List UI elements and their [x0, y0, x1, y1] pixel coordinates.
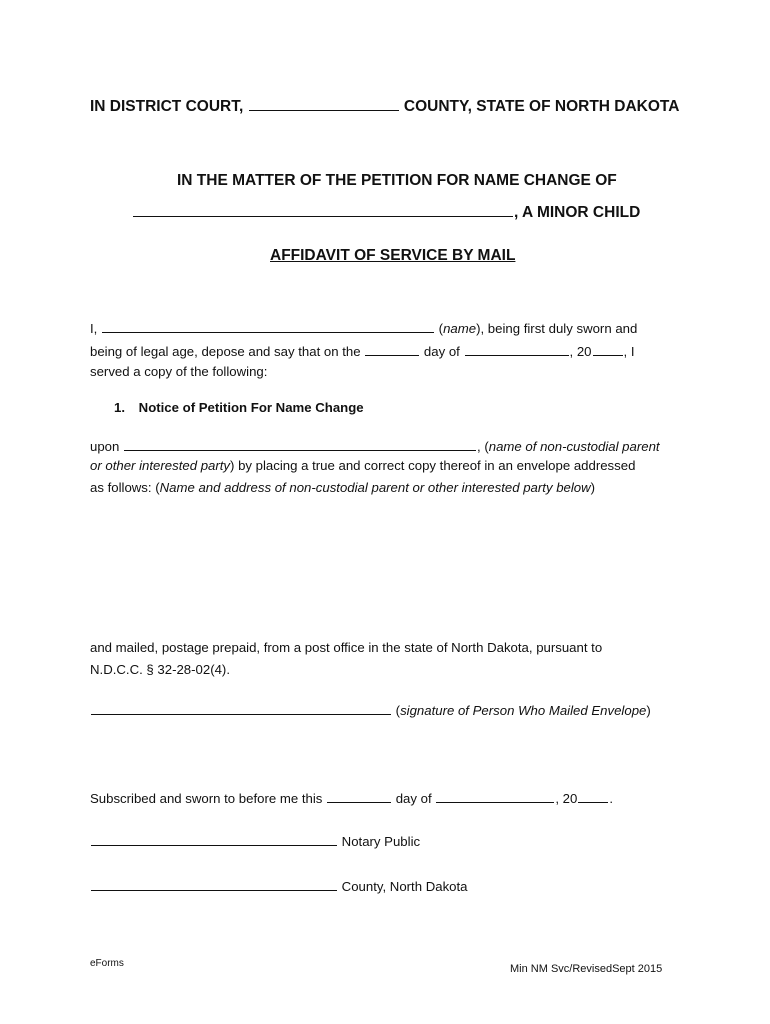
document-title: AFFIDAVIT OF SERVICE BY MAIL: [270, 247, 516, 264]
upon-line2: [90, 458, 635, 473]
matter-line1: IN THE MATTER OF THE PETITION FOR NAME CHANGE OF: [177, 172, 617, 189]
para1-after-name: ), being first duly sworn and: [476, 321, 638, 336]
mailed-line2: N.D.C.C. § 32-28-02(4).: [90, 662, 230, 677]
subscribed-c: , 20: [555, 791, 578, 806]
service-year-blank[interactable]: [593, 341, 623, 356]
party-name-blank[interactable]: [124, 436, 476, 451]
para1-line2-b: day of: [423, 344, 460, 359]
para1-line2-d: , I: [623, 344, 635, 359]
notary-signature-blank[interactable]: [91, 831, 337, 846]
footer-left: eForms: [90, 958, 124, 969]
upon-word: upon: [90, 439, 120, 454]
sworn-day-blank[interactable]: [327, 788, 391, 803]
court-suffix: COUNTY, STATE OF NORTH DAKOTA: [403, 98, 680, 115]
item1-num: 1.: [114, 400, 125, 415]
subscribed-d: .: [609, 791, 613, 806]
upon-italic1: name of non-custodial parent: [488, 439, 660, 454]
upon-line3-b: ): [590, 480, 596, 495]
upon-line3-italic: Name and address of non-custodial parent or other interested party below: [159, 480, 591, 495]
upon-line2-italic: or other interested party: [90, 458, 231, 473]
notary-line: [90, 831, 420, 849]
item1-label: Notice of Petition For Name Change: [138, 400, 364, 415]
subscribed-a: Subscribed and sworn to before me this: [90, 791, 323, 806]
affiant-name-blank[interactable]: [102, 318, 434, 333]
signature-blank[interactable]: [91, 700, 391, 715]
mailed-line1: and mailed, postage prepaid, from a post office in the state of North Dakota, pursuant to: [90, 640, 603, 655]
upon-line1: upon , (name of non-custodial parent: [90, 436, 660, 454]
footer-right: Min NM Svc/RevisedSept 2015: [510, 963, 663, 975]
service-day-blank[interactable]: [365, 341, 419, 356]
county-line: [90, 876, 468, 894]
minor-child-suffix: , A MINOR CHILD: [514, 204, 641, 221]
county-label: County, North Dakota: [341, 879, 468, 894]
address-area[interactable]: [90, 505, 680, 630]
subscribed-b: day of: [395, 791, 432, 806]
para1-line3: served a copy of the following:: [90, 364, 268, 379]
matter-line2: [132, 202, 640, 222]
signature-line: (signature of Person Who Mailed Envelope): [90, 700, 651, 718]
upon-line2-rest: ) by placing a true and correct copy thereof in an envelope addressed: [230, 458, 636, 473]
court-heading: [90, 96, 679, 116]
para1-line2: [90, 341, 635, 359]
sworn-year-blank[interactable]: [578, 788, 608, 803]
subscribed-line: [90, 788, 613, 806]
court-prefix: IN DISTRICT COURT,: [90, 98, 244, 115]
upon-line3: [90, 480, 595, 495]
item1: [114, 400, 364, 415]
sworn-month-blank[interactable]: [436, 788, 554, 803]
name-label: name: [443, 321, 477, 336]
para1-line1: I, (name), being first duly sworn and: [90, 318, 637, 336]
minor-child-name-blank[interactable]: [133, 202, 513, 217]
notary-label: Notary Public: [341, 834, 421, 849]
signature-label: signature of Person Who Mailed Envelope: [400, 703, 647, 718]
service-month-blank[interactable]: [465, 341, 569, 356]
county-blank[interactable]: [249, 96, 399, 111]
upon-line3-a: as follows: (: [90, 480, 160, 495]
para1-i: I,: [90, 321, 98, 336]
para1-line2-a: being of legal age, depose and say that on the: [90, 344, 361, 359]
para1-line2-c: , 20: [569, 344, 592, 359]
notary-county-blank[interactable]: [91, 876, 337, 891]
